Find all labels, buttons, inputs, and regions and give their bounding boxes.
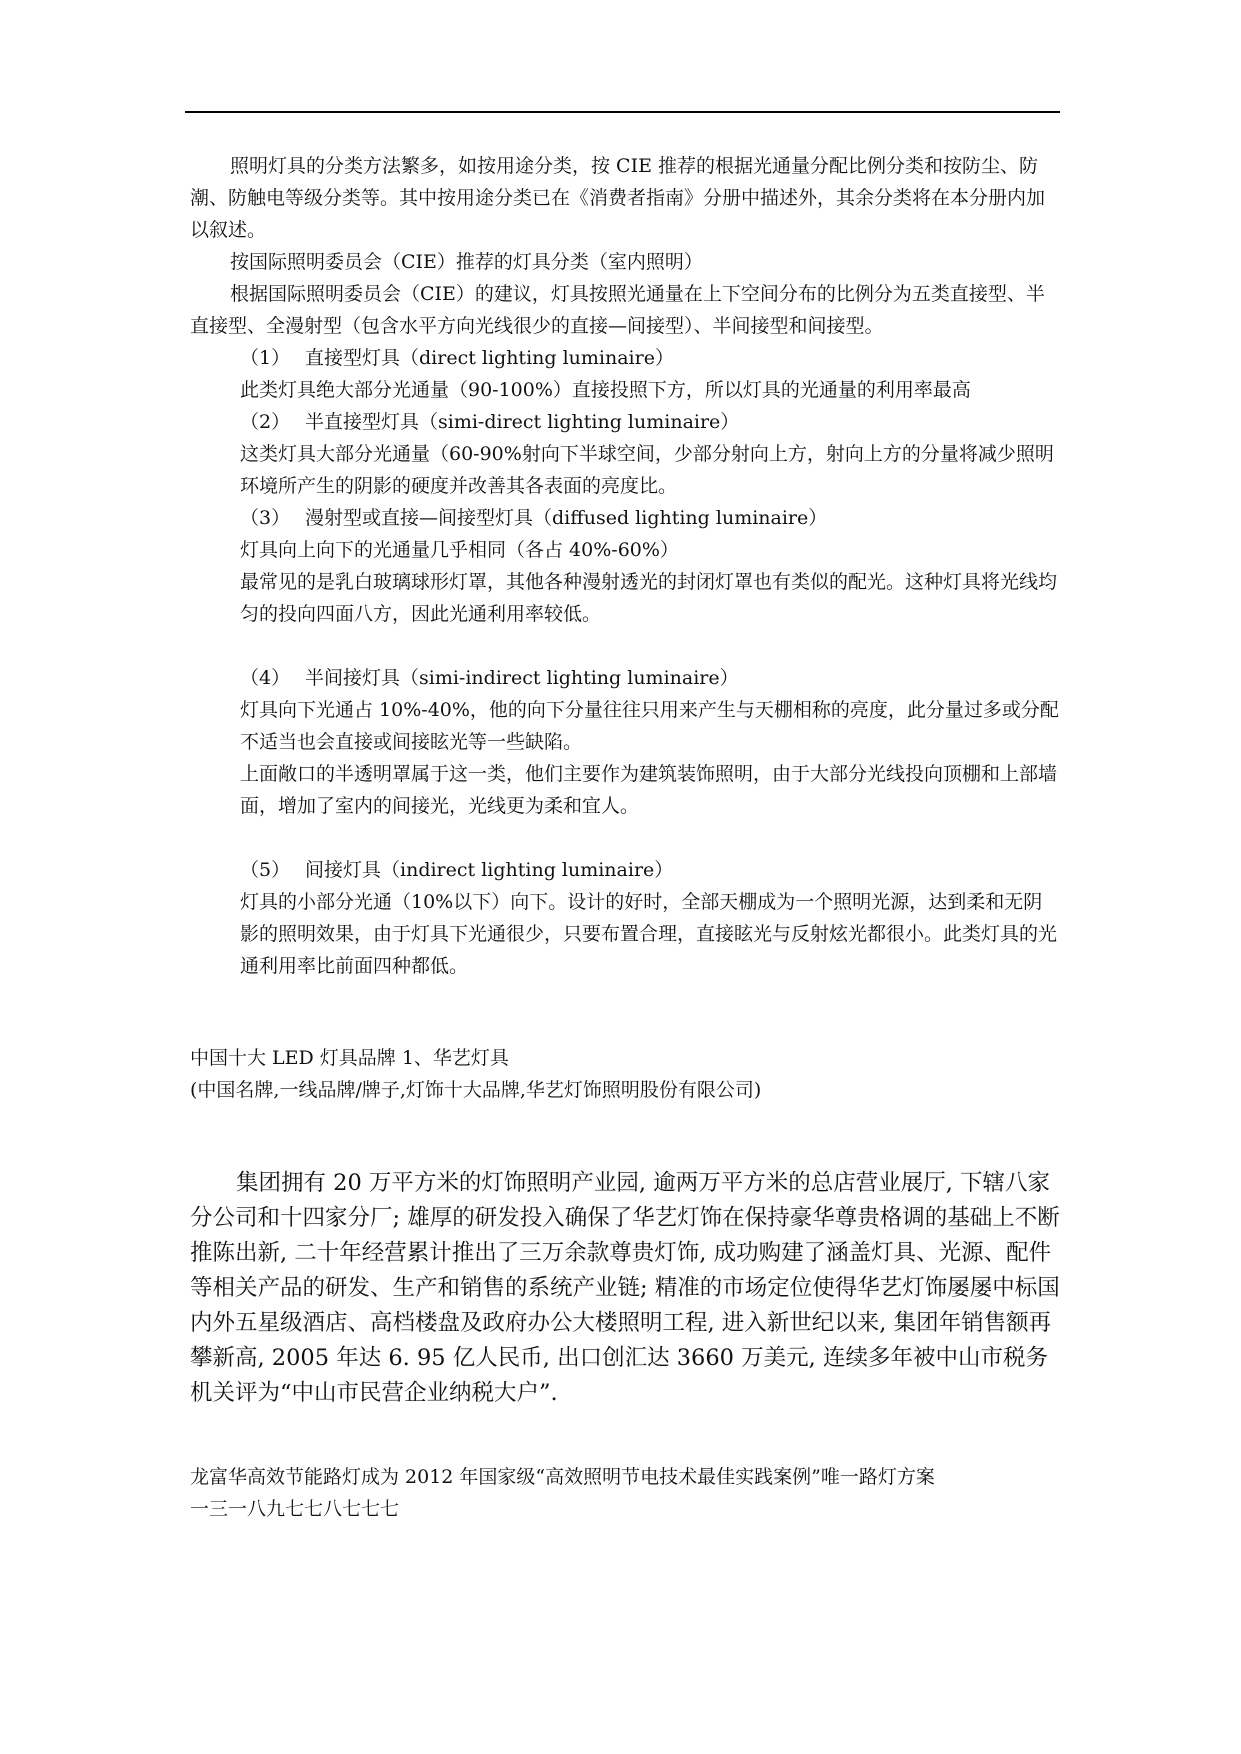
spacer xyxy=(190,982,1060,1042)
item-heading xyxy=(240,662,1060,694)
item-title: 半间接灯具（simi-indirect lighting luminaire） xyxy=(305,667,739,689)
classification-item-4 xyxy=(190,662,1060,822)
spacer xyxy=(190,1411,1060,1461)
item-number: （3） xyxy=(240,507,291,529)
cie-heading: 按国际照明委员会（CIE）推荐的灯具分类（室内照明） xyxy=(230,251,703,273)
brand-description: 集团拥有 20 万平方米的灯饰照明产业园, 逾两万平方米的总店营业展厅, 下辖八家分公司和十四家分厂; 雄厚的研发投入确保了华艺灯饰在保持豪华尊贵格调的基础上不断推陈出新, 二十年经营累计推出了三万余款尊贵灯饰, 成功购建了涵盖灯具、光源、配件等相关产品的研发、生产和销售的系统产业链; 精准的市场定位使得华艺灯饰屡屡中标国内外五星级酒店、高档楼盘及政府办公大楼照明工程, 进入新世纪以来, 集团年销售额再攀新高, 2005 年达 6. 95 亿人民币, 出口创汇达 3660 万美元, 连续多年被中山市税务机关评为“中山市民营企业纳税大户”. xyxy=(190,1170,1060,1406)
classification-item-1 xyxy=(190,342,1060,406)
classification-item-5 xyxy=(190,854,1060,982)
footer-line-2: 一三一八九七七八七七七 xyxy=(190,1498,400,1520)
classification-item-3 xyxy=(190,502,1060,630)
item-description: 灯具向上向下的光通量几乎相同（各占 40%-60%） xyxy=(240,539,679,561)
item-heading xyxy=(240,854,1060,886)
item-title: 直接型灯具（direct lighting luminaire） xyxy=(305,347,674,369)
item-description: 此类灯具绝大部分光通量（90-100%）直接投照下方，所以灯具的光通量的利用率最高 xyxy=(240,379,971,401)
item-heading xyxy=(240,502,1060,534)
item-description: 上面敞口的半透明罩属于这一类，他们主要作为建筑装饰照明，由于大部分光线投向顶棚和上部墙面，增加了室内的间接光，光线更为柔和宜人。 xyxy=(240,763,1058,817)
item-number: （2） xyxy=(240,411,291,433)
item-number: （4） xyxy=(240,667,291,689)
brand-subtitle: (中国名牌,一线品牌/牌子,灯饰十大品牌,华艺灯饰照明股份有限公司) xyxy=(190,1079,762,1101)
footer-line-1: 龙富华高效节能路灯成为 2012 年国家级“高效照明节电技术最佳实践案例”唯一路灯方案 xyxy=(190,1466,935,1488)
item-description: 灯具向下光通占 10%-40%，他的向下分量往往只用来产生与天棚相称的亮度，此分量过多或分配不适当也会直接或间接眩光等一些缺陷。 xyxy=(240,699,1059,753)
item-description: 最常见的是乳白玻璃球形灯罩，其他各种漫射透光的封闭灯罩也有类似的配光。这种灯具将光线均匀的投向四面八方，因此光通利用率较低。 xyxy=(240,571,1058,625)
item-heading xyxy=(240,406,1060,438)
item-title: 漫射型或直接—间接型灯具（diffused lighting luminaire） xyxy=(305,507,828,529)
intro-paragraph: 照明灯具的分类方法繁多，如按用途分类，按 CIE 推荐的根据光通量分配比例分类和按防尘、防潮、防触电等级分类等。其中按用途分类已在《消费者指南》分册中描述外，其余分类将在本分册内加以叙述。 xyxy=(190,155,1046,241)
brand-title: 中国十大 LED 灯具品牌 1、华艺灯具 xyxy=(190,1047,509,1069)
item-heading xyxy=(240,342,1060,374)
header-rule xyxy=(185,111,1060,113)
classification-item-2 xyxy=(190,406,1060,502)
item-title: 间接灯具（indirect lighting luminaire） xyxy=(305,859,674,881)
spacer xyxy=(190,630,1060,662)
item-number: （5） xyxy=(240,859,291,881)
item-description: 这类灯具大部分光通量（60-90%射向下半球空间，少部分射向上方，射向上方的分量将减少照明环境所产生的阴影的硬度并改善其各表面的亮度比。 xyxy=(240,443,1054,497)
item-title: 半直接型灯具（simi-direct lighting luminaire） xyxy=(305,411,740,433)
spacer xyxy=(190,1106,1060,1166)
item-description: 灯具的小部分光通（10%以下）向下。设计的好时，全部天棚成为一个照明光源，达到柔和无阴影的照明效果，由于灯具下光通很少，只要布置合理，直接眩光与反射炫光都很小。此类灯具的光通利用率比前面四种都低。 xyxy=(240,891,1058,977)
item-number: （1） xyxy=(240,347,291,369)
document-body xyxy=(190,150,1060,1525)
spacer xyxy=(190,822,1060,854)
cie-paragraph: 根据国际照明委员会（CIE）的建议，灯具按照光通量在上下空间分布的比例分为五类直接型、半直接型、全漫射型（包含水平方向光线很少的直接—间接型）、半间接型和间接型。 xyxy=(190,283,1045,337)
